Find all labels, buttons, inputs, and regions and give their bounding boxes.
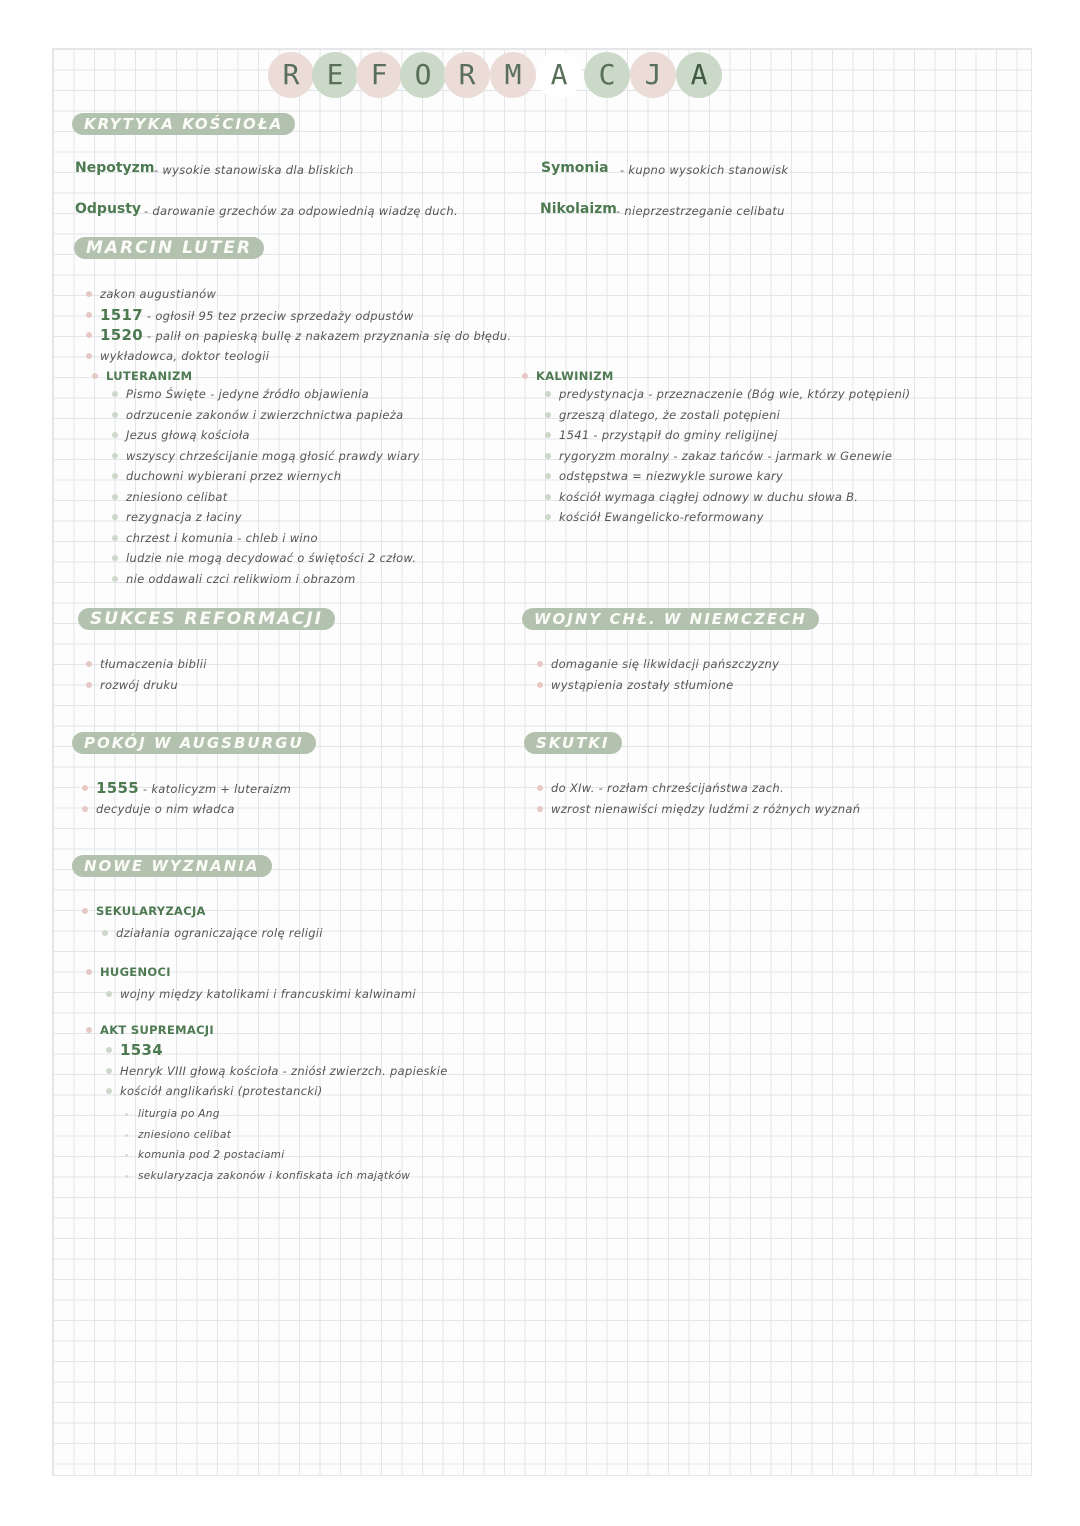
list-item: predystynacja - przeznaczenie (Bóg wie, którzy potępieni)	[543, 384, 910, 405]
def-symonia: - kupno wysokich stanowisk	[620, 163, 789, 177]
list-item: wzrost nienawiści między ludźmi z różnych wyznań	[535, 799, 860, 820]
list-item: chrzest i komunia - chleb i wino	[110, 528, 420, 549]
list-item: działania ograniczające rolę religii	[100, 923, 323, 944]
list-item: ludzie nie mogą decydować o świętości 2 człow.	[110, 548, 420, 569]
list-item: tłumaczenia biblii	[84, 654, 207, 675]
list-item: duchowni wybierani przez wiernych	[110, 466, 420, 487]
hugenoci-list	[104, 984, 416, 1005]
term-odpusty: Odpusty	[75, 201, 142, 217]
term-nikolaizm: Nikolaizm	[540, 201, 617, 217]
wojny-list	[535, 654, 779, 695]
title-letter: O	[400, 52, 446, 98]
section-header-pokoj: POKÓJ W AUGSBURGU	[72, 732, 316, 754]
def-nepotyzm: - wysokie stanowiska dla bliskich	[154, 163, 354, 177]
title-letter: F	[356, 52, 402, 98]
list-item: liturgia po Ang	[122, 1104, 410, 1125]
hugenoci-header	[84, 962, 171, 983]
list-item: Henryk VIII głową kościoła - zniósł zwierzch. papieskie	[104, 1061, 448, 1082]
section-header-krytyka: KRYTYKA KOŚCIOŁA	[72, 113, 295, 135]
list-item: wykładowca, doktor teologii	[84, 346, 511, 367]
luteranizm-list	[110, 384, 420, 589]
akt-header	[84, 1020, 214, 1041]
title-letter: C	[584, 52, 630, 98]
list-item: rygoryzm moralny - zakaz tańców - jarmark w Genewie	[543, 446, 910, 467]
list-item: domaganie się likwidacji pańszczyzny	[535, 654, 779, 675]
subsection-title: HUGENOCI	[84, 962, 171, 983]
term-nepotyzm: Nepotyzm	[75, 160, 155, 176]
list-item: rezygnacja z łaciny	[110, 507, 420, 528]
list-item: kościół Ewangelicko-reformowany	[543, 507, 910, 528]
title-letter: J	[630, 52, 676, 98]
skutki-list	[535, 778, 860, 819]
sekularyzacja-header	[80, 901, 206, 922]
section-header-wojny: WOJNY CHŁ. W NIEMCZECH	[522, 608, 819, 630]
list-item: do XIw. - rozłam chrześcijaństwa zach.	[535, 778, 860, 799]
list-item: odstępstwa = niezwykle surowe kary	[543, 466, 910, 487]
list-item: decyduje o nim władca	[80, 799, 291, 820]
list-item: zakon augustianów	[84, 284, 511, 305]
sekularyzacja-list	[100, 923, 323, 944]
list-item: wszyscy chrześcijanie mogą głosić prawdy wiary	[110, 446, 420, 467]
title-letter: E	[312, 52, 358, 98]
list-item: kościół wymaga ciągłej odnowy w duchu słowa B.	[543, 487, 910, 508]
list-item: sekularyzacja zakonów i konfiskata ich majątków	[122, 1166, 410, 1187]
section-header-nowe: NOWE WYZNANIA	[72, 855, 272, 877]
list-item: odrzucenie zakonów i zwierzchnictwa papieża	[110, 405, 420, 426]
title-letter: A	[536, 52, 582, 98]
list-item: komunia pod 2 postaciami	[122, 1145, 410, 1166]
section-header-skutki: SKUTKI	[524, 732, 622, 754]
subsection-title: SEKULARYZACJA	[80, 901, 206, 922]
title-letter: A	[676, 52, 722, 98]
subsection-title: AKT SUPREMACJI	[84, 1020, 214, 1041]
list-item: 1555 - katolicyzm + luteraizm	[80, 778, 291, 799]
section-header-luter: MARCIN LUTER	[74, 237, 264, 259]
luter-list	[84, 284, 511, 366]
list-item: Pismo Święte - jedyne źródło objawienia	[110, 384, 420, 405]
subsection-title: LUTERANIZM	[90, 366, 192, 387]
title-letter: R	[268, 52, 314, 98]
list-item: wystąpienia zostały stłumione	[535, 675, 779, 696]
grid-paper	[52, 48, 1032, 1476]
title-letter: M	[490, 52, 536, 98]
list-item: grzeszą dlatego, że zostali potępieni	[543, 405, 910, 426]
term-symonia: Symonia	[541, 160, 609, 176]
kalwinizm-list	[543, 384, 910, 528]
title-letter: R	[444, 52, 490, 98]
list-item: zniesiono celibat	[122, 1125, 410, 1146]
list-item: 1517 - ogłosił 95 tez przeciw sprzedaży odpustów	[84, 305, 511, 326]
list-item: wojny między katolikami i francuskimi kalwinami	[104, 984, 416, 1005]
akt-list	[104, 1040, 448, 1102]
list-item: 1541 - przystąpił do gminy religijnej	[543, 425, 910, 446]
section-header-sukces: SUKCES REFORMACJI	[78, 608, 335, 630]
list-item: 1534	[104, 1040, 448, 1061]
akt-sublist	[122, 1104, 410, 1186]
list-item: zniesiono celibat	[110, 487, 420, 508]
pokoj-list	[80, 778, 291, 819]
sukces-list	[84, 654, 207, 695]
list-item: Jezus głową kościoła	[110, 425, 420, 446]
list-item: nie oddawali czci relikwiom i obrazom	[110, 569, 420, 590]
subsection-title: KALWINIZM	[520, 366, 614, 387]
def-odpusty: - darowanie grzechów za odpowiednią wiadzę duch.	[144, 204, 458, 218]
def-nikolaizm: - nieprzestrzeganie celibatu	[616, 204, 785, 218]
list-item: rozwój druku	[84, 675, 207, 696]
list-item: 1520 - palił on papieską bullę z nakazem przyznania się do błędu.	[84, 325, 511, 346]
list-item: kościół anglikański (protestancki)	[104, 1081, 448, 1102]
